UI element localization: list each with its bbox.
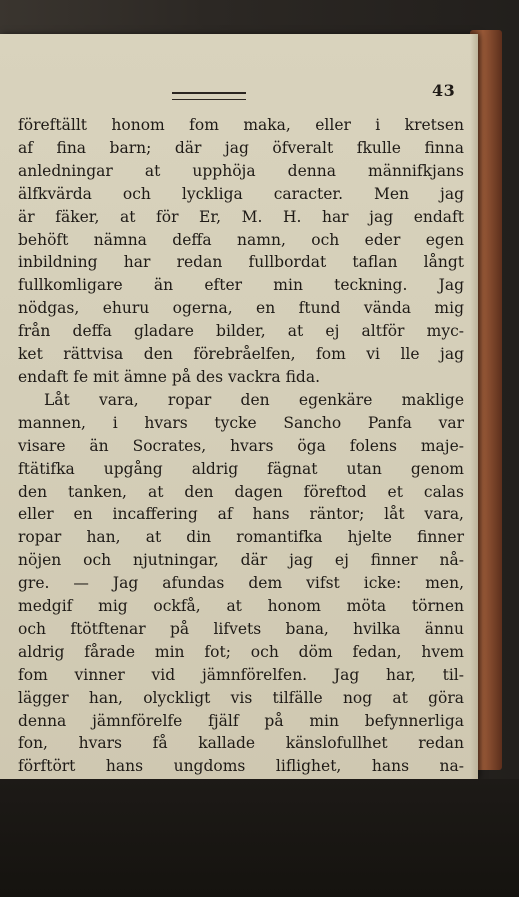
page-number: 43 (432, 81, 456, 100)
text-line: förftört hans ungdoms liflighet, hans na- (18, 757, 464, 776)
text-line: inbildning har redan fullbordat taflan långt (18, 253, 464, 272)
text-line: ropar han, at din romantifka hjelte finner (18, 528, 464, 547)
dark-surface (0, 779, 519, 897)
text-line: behöft nämna deffa namn, och eder egen (18, 230, 464, 249)
text-line: den tanken, at den dagen föreftod et calas (18, 482, 464, 501)
text-line: fon, hvars få kallade känslofullhet redan (18, 734, 464, 753)
text-line: föreftällt honom fom maka, eller i kretsen (18, 116, 464, 134)
text-line: medgif mig ockfå, at honom möta törnen (18, 597, 464, 616)
text-line: fom vinner vid jämnförelfen. Jag har, til- (18, 665, 464, 684)
text-line: är fäker, at för Er, M. H. har jag endaft (18, 207, 464, 226)
text-line: ket rättvisa den förebråelfen, fom vi lle jag (18, 345, 464, 364)
text-line: ftätifka upgång aldrig fägnat utan genom (18, 459, 464, 478)
text-line: aldrig fårade min fot; och döm fedan, hvem (18, 642, 464, 661)
text-line: visare än Socrates, hvars öga folens maje- (18, 436, 464, 455)
header-rule (172, 92, 246, 100)
text-line: älfkvärda och lyckliga caracter. Men jag (18, 184, 464, 203)
text-line: från deffa gladare bilder, at ej altför myc- (18, 322, 464, 341)
text-line: denna jämnförelfe fjälf på min befynnerliga (18, 711, 464, 730)
body-text (18, 114, 464, 801)
text-line: af fina barn; där jag öfveralt fkulle finna (18, 138, 464, 157)
page-edge (470, 34, 478, 779)
text-line: anledningar at upphöja denna männifkjans (18, 161, 464, 180)
text-line: eller en incaffering af hans räntor; låt vara, (18, 505, 464, 524)
text-line: endaft fe mit ämne på des vackra fida. (18, 367, 321, 386)
text-line: lägger han, olyckligt vis tilfälle nog at göra (18, 688, 464, 707)
text-line: mannen, i hvars tycke Sancho Panfa var (18, 413, 464, 432)
text-line: nödgas, ehuru ogerna, en ftund vända mig (18, 299, 464, 318)
book-page (0, 34, 478, 779)
text-line: fullkomligare än efter min teckning. Jag (18, 276, 464, 295)
text-line: och ftötftenar på lifvets bana, hvilka ännu (18, 619, 464, 638)
text-line: gre. — Jag afundas dem vifst icke: men, (18, 574, 464, 593)
text-line: Låt vara, ropar den egenkäre maklige (44, 390, 464, 409)
text-line: nöjen och njutningar, där jag ej finner nå- (18, 551, 464, 570)
